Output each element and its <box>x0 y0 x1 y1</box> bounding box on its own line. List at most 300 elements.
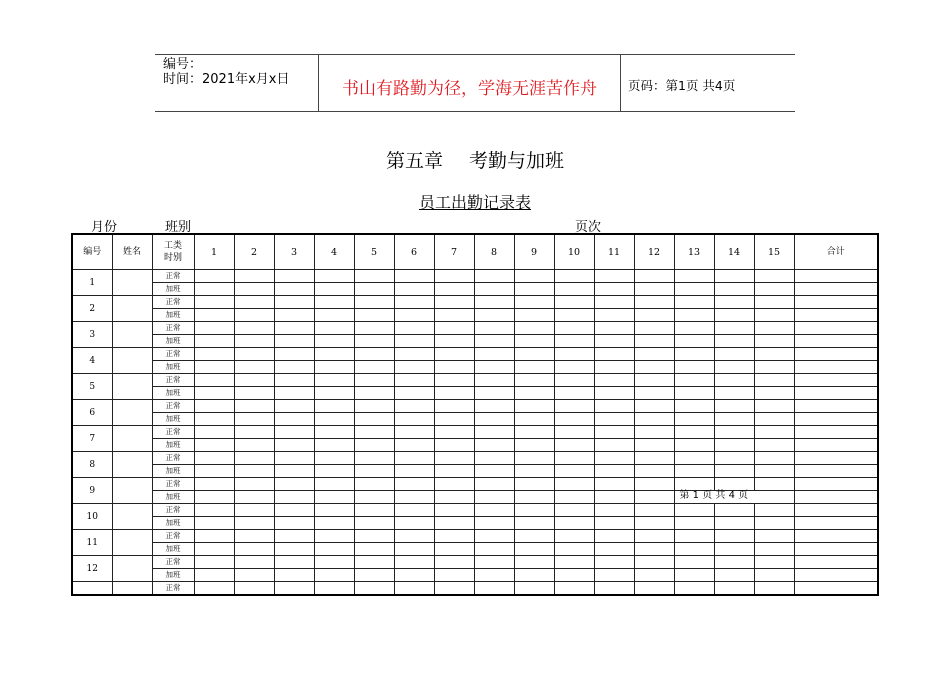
attendance-cell[interactable] <box>554 439 594 452</box>
attendance-cell[interactable] <box>194 452 234 465</box>
attendance-cell[interactable] <box>754 543 794 556</box>
attendance-cell[interactable] <box>274 374 314 387</box>
attendance-cell[interactable] <box>234 374 274 387</box>
total-cell[interactable] <box>794 335 878 348</box>
attendance-cell[interactable] <box>314 478 354 491</box>
attendance-cell[interactable] <box>394 543 434 556</box>
total-cell[interactable] <box>794 439 878 452</box>
attendance-cell[interactable] <box>194 270 234 283</box>
attendance-cell[interactable] <box>234 400 274 413</box>
attendance-cell[interactable] <box>754 439 794 452</box>
attendance-cell[interactable] <box>554 569 594 582</box>
attendance-cell[interactable] <box>354 504 394 517</box>
attendance-cell[interactable] <box>394 283 434 296</box>
attendance-cell[interactable] <box>474 543 514 556</box>
attendance-cell[interactable] <box>234 348 274 361</box>
attendance-cell[interactable] <box>314 582 354 596</box>
attendance-cell[interactable] <box>634 543 674 556</box>
attendance-cell[interactable] <box>274 296 314 309</box>
attendance-cell[interactable] <box>434 478 474 491</box>
attendance-cell[interactable] <box>714 400 754 413</box>
attendance-cell[interactable] <box>394 556 434 569</box>
attendance-cell[interactable] <box>434 439 474 452</box>
total-cell[interactable] <box>794 504 878 517</box>
employee-name-cell[interactable] <box>112 478 152 504</box>
attendance-cell[interactable] <box>314 348 354 361</box>
attendance-cell[interactable] <box>354 452 394 465</box>
attendance-cell[interactable] <box>394 270 434 283</box>
attendance-cell[interactable] <box>554 400 594 413</box>
attendance-cell[interactable] <box>474 478 514 491</box>
attendance-cell[interactable] <box>434 413 474 426</box>
attendance-cell[interactable] <box>514 504 554 517</box>
attendance-cell[interactable] <box>714 296 754 309</box>
employee-name-cell[interactable] <box>112 348 152 374</box>
attendance-cell[interactable] <box>194 517 234 530</box>
attendance-cell[interactable] <box>394 335 434 348</box>
attendance-cell[interactable] <box>714 348 754 361</box>
attendance-cell[interactable] <box>594 491 634 504</box>
attendance-cell[interactable] <box>474 400 514 413</box>
attendance-cell[interactable] <box>394 517 434 530</box>
attendance-cell[interactable] <box>674 374 714 387</box>
attendance-cell[interactable] <box>474 582 514 596</box>
attendance-cell[interactable] <box>234 426 274 439</box>
total-cell[interactable] <box>794 374 878 387</box>
attendance-cell[interactable] <box>354 400 394 413</box>
attendance-cell[interactable] <box>434 374 474 387</box>
attendance-cell[interactable] <box>714 283 754 296</box>
attendance-cell[interactable] <box>194 582 234 596</box>
attendance-cell[interactable] <box>194 335 234 348</box>
attendance-cell[interactable] <box>274 530 314 543</box>
attendance-cell[interactable] <box>394 413 434 426</box>
attendance-cell[interactable] <box>314 374 354 387</box>
attendance-cell[interactable] <box>514 361 554 374</box>
attendance-cell[interactable] <box>314 283 354 296</box>
total-cell[interactable] <box>794 556 878 569</box>
attendance-cell[interactable] <box>314 543 354 556</box>
attendance-cell[interactable] <box>754 374 794 387</box>
attendance-cell[interactable] <box>394 426 434 439</box>
attendance-cell[interactable] <box>554 309 594 322</box>
attendance-cell[interactable] <box>314 400 354 413</box>
attendance-cell[interactable] <box>314 387 354 400</box>
attendance-cell[interactable] <box>674 322 714 335</box>
attendance-cell[interactable] <box>314 504 354 517</box>
attendance-cell[interactable] <box>234 309 274 322</box>
attendance-cell[interactable] <box>754 478 794 491</box>
attendance-cell[interactable] <box>714 361 754 374</box>
attendance-cell[interactable] <box>554 504 594 517</box>
employee-name-cell[interactable] <box>112 322 152 348</box>
attendance-cell[interactable] <box>594 296 634 309</box>
attendance-cell[interactable] <box>674 426 714 439</box>
attendance-cell[interactable] <box>554 283 594 296</box>
attendance-cell[interactable] <box>714 530 754 543</box>
attendance-cell[interactable] <box>754 556 794 569</box>
attendance-cell[interactable] <box>314 309 354 322</box>
attendance-cell[interactable] <box>234 517 274 530</box>
attendance-cell[interactable] <box>594 283 634 296</box>
attendance-cell[interactable] <box>234 582 274 596</box>
attendance-cell[interactable] <box>514 517 554 530</box>
attendance-cell[interactable] <box>594 504 634 517</box>
attendance-cell[interactable] <box>714 582 754 596</box>
attendance-cell[interactable] <box>594 335 634 348</box>
attendance-cell[interactable] <box>434 335 474 348</box>
attendance-cell[interactable] <box>554 322 594 335</box>
attendance-cell[interactable] <box>554 530 594 543</box>
attendance-cell[interactable] <box>754 309 794 322</box>
attendance-cell[interactable] <box>194 296 234 309</box>
attendance-cell[interactable] <box>434 283 474 296</box>
attendance-cell[interactable] <box>434 309 474 322</box>
attendance-cell[interactable] <box>514 465 554 478</box>
attendance-cell[interactable] <box>434 543 474 556</box>
attendance-cell[interactable] <box>674 296 714 309</box>
attendance-cell[interactable] <box>714 439 754 452</box>
attendance-cell[interactable] <box>394 296 434 309</box>
total-cell[interactable] <box>794 491 878 504</box>
attendance-cell[interactable] <box>554 374 594 387</box>
attendance-cell[interactable] <box>474 387 514 400</box>
attendance-cell[interactable] <box>674 478 714 491</box>
attendance-cell[interactable] <box>394 348 434 361</box>
attendance-cell[interactable] <box>714 569 754 582</box>
attendance-cell[interactable] <box>634 452 674 465</box>
attendance-cell[interactable] <box>514 478 554 491</box>
attendance-cell[interactable] <box>674 439 714 452</box>
attendance-cell[interactable] <box>554 426 594 439</box>
employee-name-cell[interactable] <box>112 374 152 400</box>
attendance-cell[interactable] <box>194 504 234 517</box>
attendance-cell[interactable] <box>354 413 394 426</box>
attendance-cell[interactable] <box>274 504 314 517</box>
attendance-cell[interactable] <box>754 504 794 517</box>
attendance-cell[interactable] <box>354 517 394 530</box>
attendance-cell[interactable] <box>274 270 314 283</box>
attendance-cell[interactable] <box>674 582 714 596</box>
attendance-cell[interactable] <box>754 569 794 582</box>
attendance-cell[interactable] <box>274 361 314 374</box>
attendance-cell[interactable] <box>634 569 674 582</box>
attendance-cell[interactable] <box>274 491 314 504</box>
attendance-cell[interactable] <box>434 517 474 530</box>
attendance-cell[interactable] <box>714 517 754 530</box>
attendance-cell[interactable] <box>594 569 634 582</box>
attendance-cell[interactable] <box>634 530 674 543</box>
total-cell[interactable] <box>794 465 878 478</box>
attendance-cell[interactable] <box>514 439 554 452</box>
attendance-cell[interactable] <box>194 374 234 387</box>
attendance-cell[interactable] <box>674 465 714 478</box>
attendance-cell[interactable] <box>474 309 514 322</box>
attendance-cell[interactable] <box>754 270 794 283</box>
attendance-cell[interactable] <box>634 322 674 335</box>
attendance-cell[interactable] <box>274 322 314 335</box>
employee-name-cell[interactable] <box>112 426 152 452</box>
attendance-cell[interactable] <box>434 504 474 517</box>
attendance-cell[interactable] <box>394 309 434 322</box>
attendance-cell[interactable] <box>674 387 714 400</box>
attendance-cell[interactable] <box>634 296 674 309</box>
attendance-cell[interactable] <box>514 556 554 569</box>
attendance-cell[interactable] <box>514 374 554 387</box>
attendance-cell[interactable] <box>514 322 554 335</box>
attendance-cell[interactable] <box>554 296 594 309</box>
attendance-cell[interactable] <box>474 491 514 504</box>
attendance-cell[interactable] <box>434 361 474 374</box>
attendance-cell[interactable] <box>634 387 674 400</box>
attendance-cell[interactable] <box>194 556 234 569</box>
attendance-cell[interactable] <box>674 517 714 530</box>
attendance-cell[interactable] <box>314 491 354 504</box>
attendance-cell[interactable] <box>394 374 434 387</box>
attendance-cell[interactable] <box>514 335 554 348</box>
attendance-cell[interactable] <box>674 348 714 361</box>
attendance-cell[interactable] <box>354 283 394 296</box>
attendance-cell[interactable] <box>234 296 274 309</box>
attendance-cell[interactable] <box>434 348 474 361</box>
total-cell[interactable] <box>794 582 878 596</box>
attendance-cell[interactable] <box>314 296 354 309</box>
attendance-cell[interactable] <box>274 309 314 322</box>
total-cell[interactable] <box>794 296 878 309</box>
attendance-cell[interactable] <box>394 491 434 504</box>
attendance-cell[interactable] <box>754 400 794 413</box>
total-cell[interactable] <box>794 283 878 296</box>
attendance-cell[interactable] <box>554 556 594 569</box>
attendance-cell[interactable] <box>594 530 634 543</box>
total-cell[interactable] <box>794 543 878 556</box>
attendance-cell[interactable] <box>394 478 434 491</box>
employee-name-cell[interactable] <box>112 530 152 556</box>
attendance-cell[interactable] <box>714 309 754 322</box>
attendance-cell[interactable] <box>714 504 754 517</box>
attendance-cell[interactable] <box>194 478 234 491</box>
attendance-cell[interactable] <box>754 296 794 309</box>
attendance-cell[interactable] <box>434 270 474 283</box>
attendance-cell[interactable] <box>594 439 634 452</box>
attendance-cell[interactable] <box>274 400 314 413</box>
attendance-cell[interactable] <box>514 270 554 283</box>
attendance-cell[interactable] <box>514 426 554 439</box>
attendance-cell[interactable] <box>354 530 394 543</box>
attendance-cell[interactable] <box>234 283 274 296</box>
attendance-cell[interactable] <box>714 478 754 491</box>
total-cell[interactable] <box>794 400 878 413</box>
attendance-cell[interactable] <box>554 478 594 491</box>
attendance-cell[interactable] <box>354 556 394 569</box>
attendance-cell[interactable] <box>514 530 554 543</box>
attendance-cell[interactable] <box>434 322 474 335</box>
attendance-cell[interactable] <box>434 452 474 465</box>
attendance-cell[interactable] <box>674 283 714 296</box>
attendance-cell[interactable] <box>434 387 474 400</box>
attendance-cell[interactable] <box>234 491 274 504</box>
attendance-cell[interactable] <box>274 426 314 439</box>
attendance-cell[interactable] <box>474 335 514 348</box>
attendance-cell[interactable] <box>554 543 594 556</box>
attendance-cell[interactable] <box>354 478 394 491</box>
attendance-cell[interactable] <box>314 465 354 478</box>
attendance-cell[interactable] <box>234 322 274 335</box>
attendance-cell[interactable] <box>234 270 274 283</box>
attendance-cell[interactable] <box>594 426 634 439</box>
attendance-cell[interactable] <box>634 491 674 504</box>
attendance-cell[interactable] <box>354 270 394 283</box>
attendance-cell[interactable] <box>754 465 794 478</box>
attendance-cell[interactable] <box>274 348 314 361</box>
attendance-cell[interactable] <box>474 322 514 335</box>
attendance-cell[interactable] <box>274 582 314 596</box>
attendance-cell[interactable] <box>634 465 674 478</box>
attendance-cell[interactable] <box>474 465 514 478</box>
attendance-cell[interactable] <box>714 270 754 283</box>
attendance-cell[interactable] <box>714 387 754 400</box>
attendance-cell[interactable] <box>474 504 514 517</box>
attendance-cell[interactable] <box>434 400 474 413</box>
attendance-cell[interactable] <box>434 296 474 309</box>
attendance-cell[interactable] <box>274 413 314 426</box>
employee-name-cell[interactable] <box>112 270 152 296</box>
employee-name-cell[interactable] <box>112 400 152 426</box>
attendance-cell[interactable] <box>634 400 674 413</box>
attendance-cell[interactable] <box>674 569 714 582</box>
attendance-cell[interactable] <box>594 543 634 556</box>
attendance-cell[interactable] <box>674 309 714 322</box>
attendance-cell[interactable] <box>714 452 754 465</box>
attendance-cell[interactable] <box>194 543 234 556</box>
attendance-cell[interactable] <box>434 426 474 439</box>
attendance-cell[interactable] <box>314 335 354 348</box>
attendance-cell[interactable] <box>194 361 234 374</box>
attendance-cell[interactable] <box>314 517 354 530</box>
attendance-cell[interactable] <box>674 543 714 556</box>
attendance-cell[interactable] <box>754 530 794 543</box>
attendance-cell[interactable] <box>594 361 634 374</box>
attendance-cell[interactable] <box>234 478 274 491</box>
attendance-cell[interactable] <box>594 582 634 596</box>
employee-name-cell[interactable] <box>112 296 152 322</box>
attendance-cell[interactable] <box>354 582 394 596</box>
attendance-cell[interactable] <box>474 439 514 452</box>
attendance-cell[interactable] <box>594 387 634 400</box>
total-cell[interactable] <box>794 348 878 361</box>
attendance-cell[interactable] <box>554 348 594 361</box>
attendance-cell[interactable] <box>554 361 594 374</box>
attendance-cell[interactable] <box>634 413 674 426</box>
attendance-cell[interactable] <box>754 348 794 361</box>
attendance-cell[interactable] <box>754 452 794 465</box>
attendance-cell[interactable] <box>314 322 354 335</box>
total-cell[interactable] <box>794 569 878 582</box>
attendance-cell[interactable] <box>594 270 634 283</box>
attendance-cell[interactable] <box>474 348 514 361</box>
total-cell[interactable] <box>794 426 878 439</box>
attendance-cell[interactable] <box>554 452 594 465</box>
attendance-cell[interactable] <box>194 413 234 426</box>
attendance-cell[interactable] <box>194 283 234 296</box>
attendance-cell[interactable] <box>394 400 434 413</box>
attendance-cell[interactable] <box>594 348 634 361</box>
attendance-cell[interactable] <box>594 465 634 478</box>
attendance-cell[interactable] <box>234 387 274 400</box>
attendance-cell[interactable] <box>434 556 474 569</box>
attendance-cell[interactable] <box>674 530 714 543</box>
attendance-cell[interactable] <box>274 387 314 400</box>
attendance-cell[interactable] <box>234 361 274 374</box>
attendance-cell[interactable] <box>274 335 314 348</box>
attendance-cell[interactable] <box>474 296 514 309</box>
attendance-cell[interactable] <box>754 582 794 596</box>
total-cell[interactable] <box>794 361 878 374</box>
attendance-cell[interactable] <box>594 309 634 322</box>
attendance-cell[interactable] <box>194 465 234 478</box>
attendance-cell[interactable] <box>514 413 554 426</box>
attendance-cell[interactable] <box>674 452 714 465</box>
attendance-cell[interactable] <box>714 374 754 387</box>
total-cell[interactable] <box>794 413 878 426</box>
total-cell[interactable] <box>794 270 878 283</box>
attendance-cell[interactable] <box>394 504 434 517</box>
attendance-cell[interactable] <box>194 400 234 413</box>
attendance-cell[interactable] <box>754 283 794 296</box>
attendance-cell[interactable] <box>674 270 714 283</box>
attendance-cell[interactable] <box>194 387 234 400</box>
attendance-cell[interactable] <box>714 322 754 335</box>
attendance-cell[interactable] <box>234 504 274 517</box>
total-cell[interactable] <box>794 517 878 530</box>
attendance-cell[interactable] <box>434 582 474 596</box>
employee-name-cell[interactable] <box>112 504 152 530</box>
attendance-cell[interactable] <box>754 387 794 400</box>
attendance-cell[interactable] <box>674 556 714 569</box>
attendance-cell[interactable] <box>354 543 394 556</box>
attendance-cell[interactable] <box>714 426 754 439</box>
attendance-cell[interactable] <box>474 569 514 582</box>
total-cell[interactable] <box>794 478 878 491</box>
attendance-cell[interactable] <box>234 543 274 556</box>
attendance-cell[interactable] <box>194 491 234 504</box>
attendance-cell[interactable] <box>354 374 394 387</box>
attendance-cell[interactable] <box>274 465 314 478</box>
attendance-cell[interactable] <box>194 348 234 361</box>
attendance-cell[interactable] <box>354 465 394 478</box>
attendance-cell[interactable] <box>594 517 634 530</box>
attendance-cell[interactable] <box>634 439 674 452</box>
attendance-cell[interactable] <box>234 452 274 465</box>
attendance-cell[interactable] <box>714 335 754 348</box>
attendance-cell[interactable] <box>234 413 274 426</box>
attendance-cell[interactable] <box>714 543 754 556</box>
attendance-cell[interactable] <box>554 491 594 504</box>
attendance-cell[interactable] <box>194 439 234 452</box>
attendance-cell[interactable] <box>394 439 434 452</box>
attendance-cell[interactable] <box>194 322 234 335</box>
attendance-cell[interactable] <box>634 517 674 530</box>
attendance-cell[interactable] <box>554 517 594 530</box>
attendance-cell[interactable] <box>394 530 434 543</box>
total-cell[interactable] <box>794 322 878 335</box>
attendance-cell[interactable] <box>274 478 314 491</box>
attendance-cell[interactable] <box>274 439 314 452</box>
attendance-cell[interactable] <box>634 283 674 296</box>
attendance-cell[interactable] <box>634 361 674 374</box>
attendance-cell[interactable] <box>314 556 354 569</box>
attendance-cell[interactable] <box>394 452 434 465</box>
